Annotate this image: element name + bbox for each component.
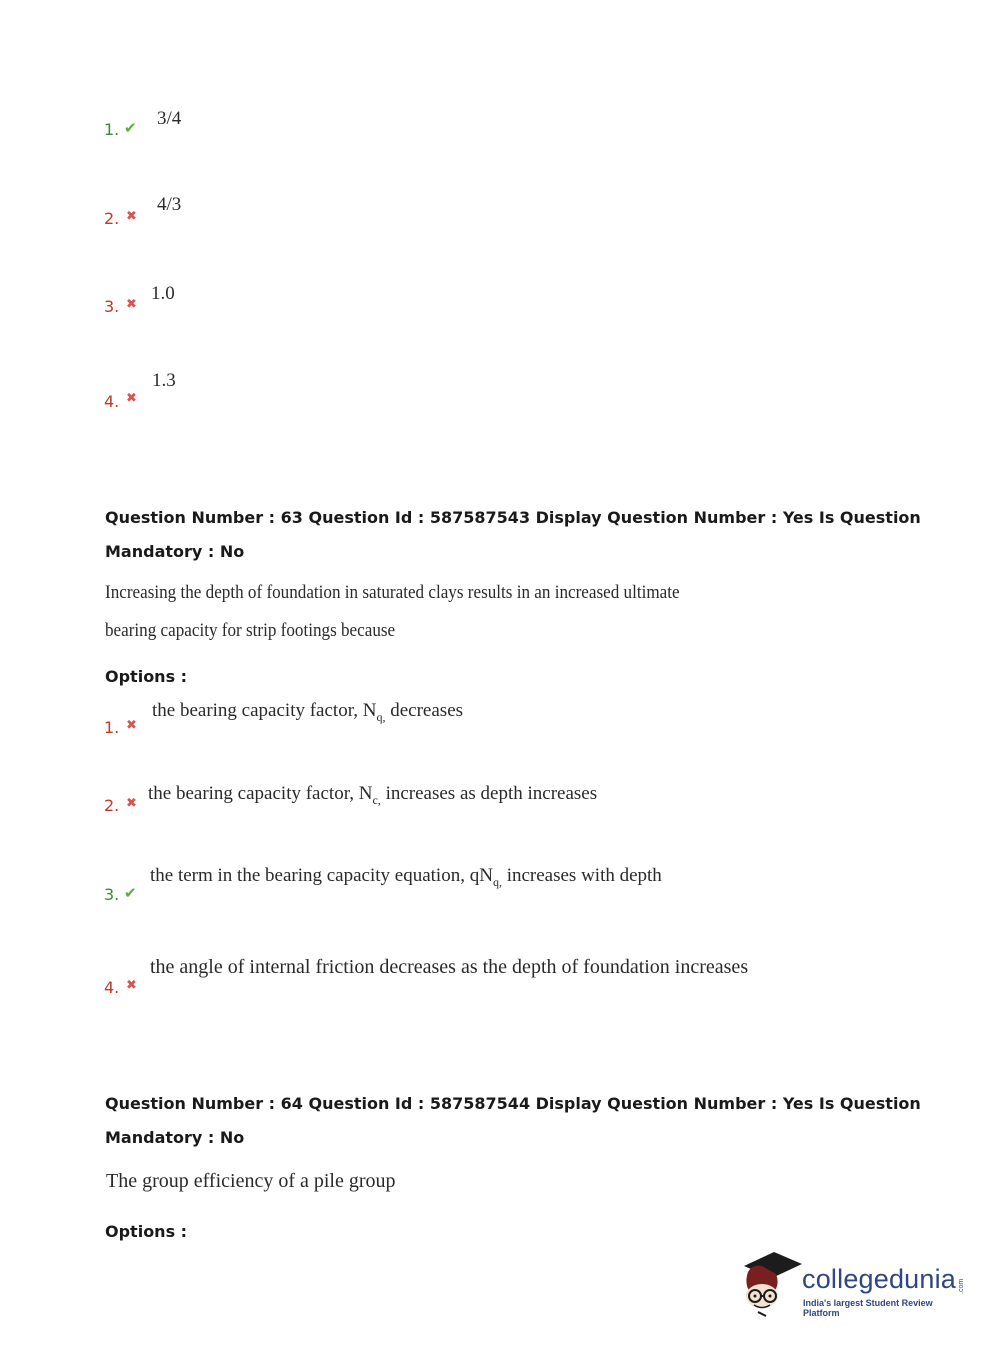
- cross-icon: ✖: [126, 297, 137, 312]
- question-text-line-2: bearing capacity for strip footings because: [105, 620, 396, 641]
- option-number: 2.: [104, 796, 120, 815]
- cross-icon: ✖: [126, 391, 137, 406]
- option-number: 4.: [104, 978, 120, 997]
- check-icon: ✔: [124, 884, 137, 902]
- option-number: 1.: [104, 120, 120, 139]
- question-meta-mandatory: Mandatory : No: [105, 542, 245, 561]
- question-meta-mandatory: Mandatory : No: [105, 1128, 245, 1147]
- option-text: 1.0: [151, 283, 175, 304]
- question-text-line-1: Increasing the depth of foundation in saturated clays results in an increased ultimate: [105, 582, 680, 603]
- options-label: Options :: [105, 667, 188, 686]
- option-text: the bearing capacity factor, $N_{c,}$ increases as depth increases: [148, 783, 598, 807]
- option-number: 3.: [104, 297, 120, 316]
- option-number: 4.: [104, 392, 120, 411]
- cross-icon: ✖: [126, 796, 137, 811]
- logo-wordmark: collegedunia: [802, 1264, 957, 1294]
- option-text: the term in the bearing capacity equation, $qN_{q,}$ increases with depth: [150, 865, 662, 889]
- logo-tagline: India's largest Student Review Platform: [803, 1298, 933, 1318]
- logo-suffix: .com: [958, 1278, 965, 1294]
- question-meta: Question Number : 64 Question Id : 587587544 Display Question Number : Yes Is Question: [105, 1094, 921, 1113]
- cross-icon: ✖: [126, 209, 137, 224]
- option-number: 3.: [104, 885, 120, 904]
- option-text: 1.3: [152, 370, 176, 391]
- option-text: the bearing capacity factor, $N_{q,}$ decreases: [152, 700, 464, 724]
- cross-icon: ✖: [126, 718, 137, 733]
- option-text: 3/4: [157, 108, 182, 129]
- option-number: 2.: [104, 209, 120, 228]
- check-icon: ✔: [124, 119, 137, 137]
- mascot-icon: [740, 1248, 802, 1318]
- collegedunia-logo: [740, 1248, 970, 1320]
- question-text-line-1: The group efficiency of a pile group: [106, 1170, 396, 1192]
- option-text: 4/3: [157, 194, 182, 215]
- options-label: Options :: [105, 1222, 188, 1241]
- option-text: the angle of internal friction decreases as the depth of foundation increases: [150, 956, 749, 978]
- option-number: 1.: [104, 718, 120, 737]
- cross-icon: ✖: [126, 978, 137, 993]
- question-meta: Question Number : 63 Question Id : 587587543 Display Question Number : Yes Is Question: [105, 508, 921, 527]
